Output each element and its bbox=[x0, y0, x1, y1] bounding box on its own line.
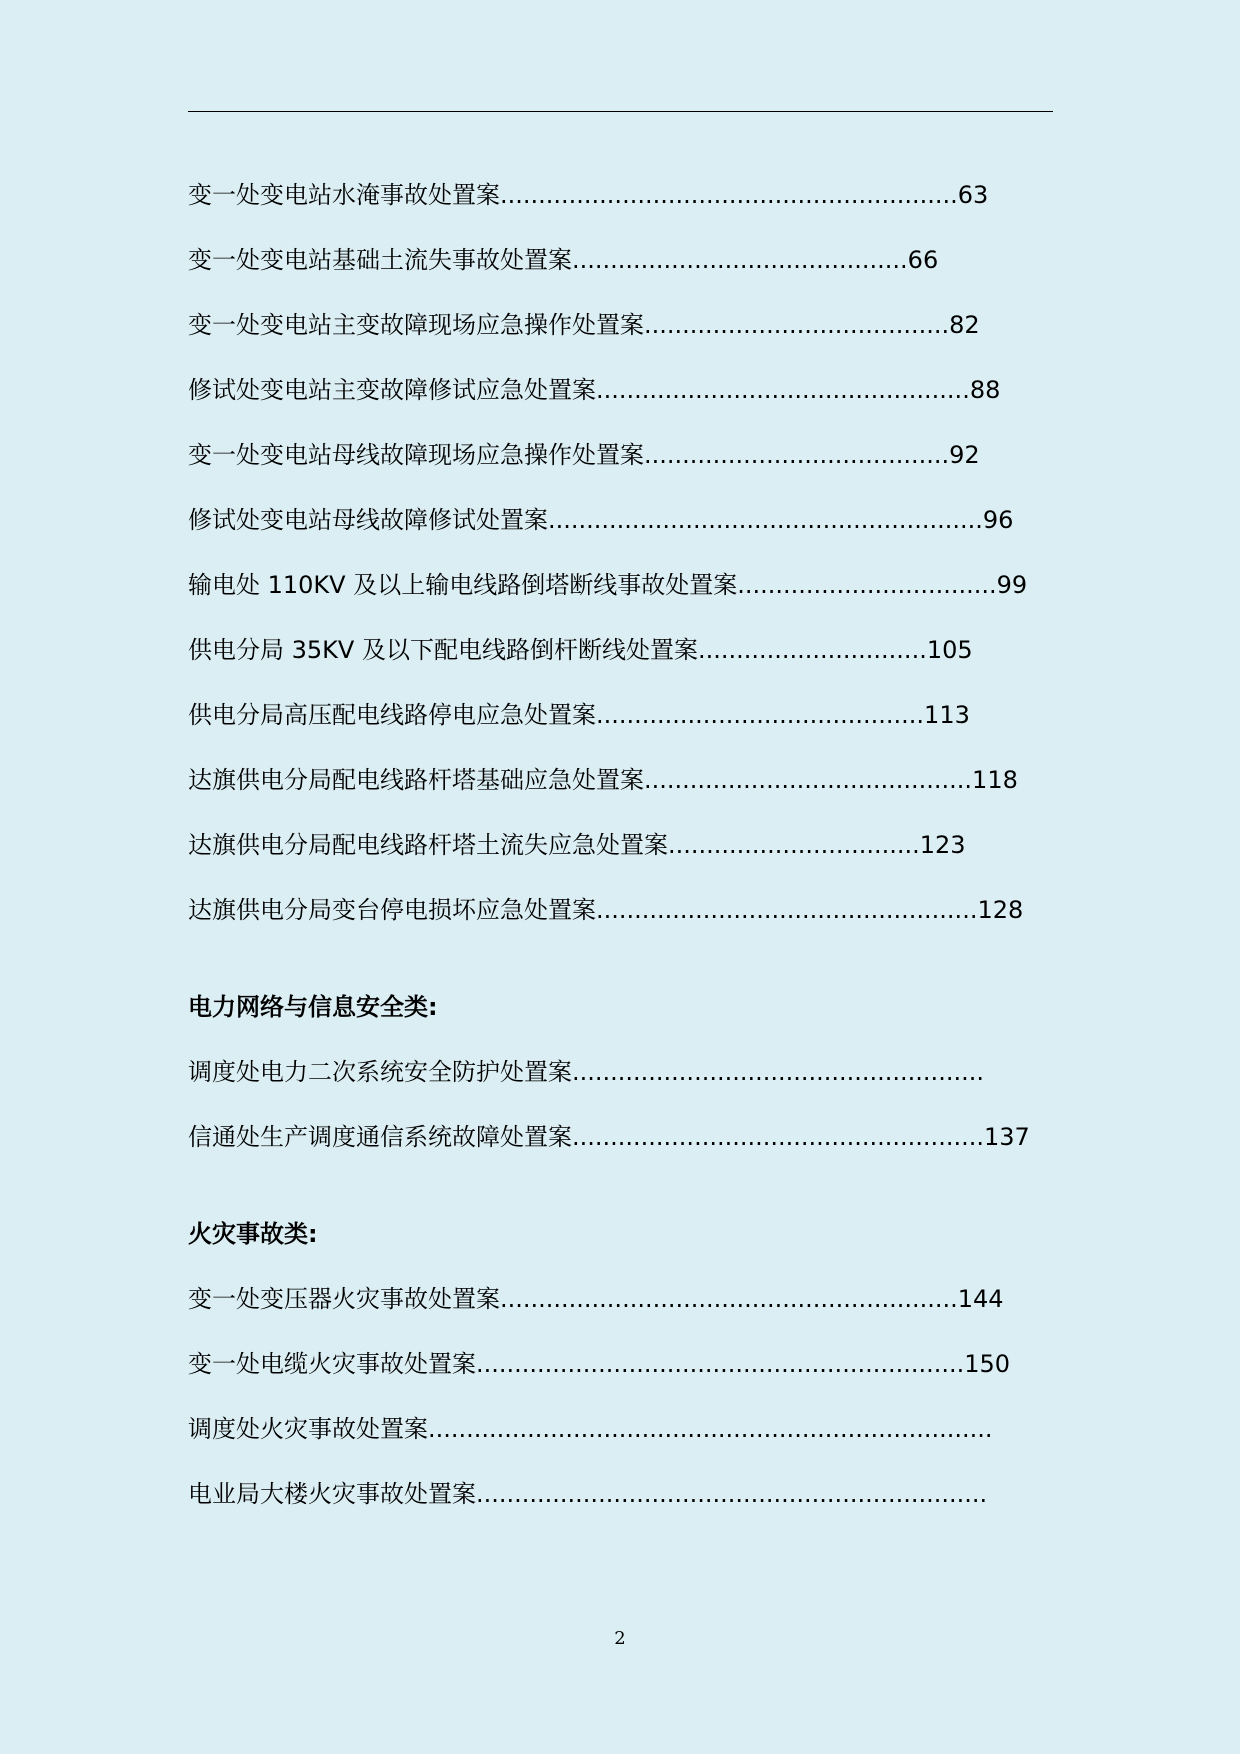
toc-entry-title: 达旗供电分局配电线路杆塔土流失应急处置案 bbox=[188, 831, 668, 859]
toc-entry-page: 128 bbox=[977, 896, 1024, 924]
toc-entry[interactable] bbox=[188, 758, 1053, 823]
toc-entry-leader: ................................................................ bbox=[476, 1350, 965, 1378]
toc-entry-leader: ................................................................... bbox=[476, 1480, 988, 1508]
toc-entry-title: 信通处生产调度通信系统故障处置案 bbox=[188, 1123, 572, 1151]
toc-entry-leader: ........................................... bbox=[596, 701, 925, 729]
toc-entry-leader: ................................. bbox=[668, 831, 920, 859]
toc-entry-leader: ........................................... bbox=[644, 766, 973, 794]
toc-entry-title: 变一处变电站母线故障现场应急操作处置案 bbox=[188, 441, 644, 469]
toc-entry[interactable] bbox=[188, 1115, 1053, 1180]
toc-entry-title: 变一处变压器火灾事故处置案 bbox=[188, 1285, 500, 1313]
toc-entry[interactable] bbox=[188, 368, 1053, 433]
toc-entry[interactable] bbox=[188, 563, 1053, 628]
toc-entry[interactable] bbox=[188, 238, 1053, 303]
toc-entry-leader: ............................................ bbox=[572, 246, 908, 274]
page-number: 2 bbox=[614, 1628, 626, 1649]
toc-entry[interactable] bbox=[188, 303, 1053, 368]
toc-entry-page: 92 bbox=[949, 441, 980, 469]
toc-entry-page: 113 bbox=[924, 701, 970, 729]
toc-entry[interactable] bbox=[188, 888, 1053, 953]
toc-entry-page: 66 bbox=[907, 246, 939, 274]
toc-entry-page: 137 bbox=[983, 1123, 1030, 1151]
toc-entry-page: 118 bbox=[972, 766, 1018, 794]
toc-entry-leader: ............................................................ bbox=[500, 1285, 958, 1313]
section-heading-network-security: 电力网络与信息安全类: bbox=[188, 993, 438, 1021]
toc-entry[interactable] bbox=[188, 498, 1053, 563]
toc-entry[interactable] bbox=[188, 1050, 1053, 1115]
toc-entry-page: 123 bbox=[919, 831, 966, 859]
toc-entry-page: 150 bbox=[964, 1350, 1011, 1378]
toc-entry-page: 96 bbox=[982, 506, 1014, 534]
toc-entry-leader: .............................. bbox=[697, 636, 927, 664]
toc-entry-title: 供电分局 35KV 及以下配电线路倒杆断线处置案 bbox=[188, 636, 698, 664]
toc-entry-leader: .................................................. bbox=[596, 896, 978, 924]
toc-entry-leader: .......................................................................... bbox=[428, 1415, 993, 1443]
toc-entry[interactable] bbox=[188, 693, 1053, 758]
toc-entry-page: 144 bbox=[957, 1285, 1004, 1313]
toc-entry-title: 修试处变电站主变故障修试应急处置案 bbox=[188, 376, 596, 404]
toc-entry-leader: ................................................. bbox=[596, 376, 970, 404]
toc-entry-page: 82 bbox=[949, 311, 980, 339]
toc-entry-title: 变一处变电站基础土流失事故处置案 bbox=[188, 246, 572, 274]
section-heading-fire-accidents: 火灾事故类: bbox=[188, 1220, 318, 1248]
toc-entry-title: 变一处变电站水淹事故处置案 bbox=[188, 181, 500, 209]
toc-entry[interactable] bbox=[188, 628, 1053, 693]
toc-entry-page: 88 bbox=[969, 376, 1001, 404]
toc-entry-title: 修试处变电站母线故障修试处置案 bbox=[188, 506, 548, 534]
toc-entry-title: 调度处火灾事故处置案 bbox=[188, 1415, 428, 1443]
toc-entry-title: 变一处电缆火灾事故处置案 bbox=[188, 1350, 476, 1378]
header-rule bbox=[188, 111, 1053, 112]
toc-entry[interactable] bbox=[188, 1342, 1053, 1407]
toc-entry-leader: .................................. bbox=[737, 571, 997, 599]
toc-entry-title: 调度处电力二次系统安全防护处置案 bbox=[188, 1058, 572, 1086]
toc-entry-leader: ........................................ bbox=[644, 441, 950, 469]
toc-entry[interactable] bbox=[188, 1277, 1053, 1342]
toc-entry[interactable] bbox=[188, 1407, 1053, 1472]
toc-entry-leader: ...................................................... bbox=[572, 1058, 984, 1086]
toc-entry-title: 电业局大楼火灾事故处置案 bbox=[188, 1480, 476, 1508]
toc-entry[interactable] bbox=[188, 1472, 1053, 1537]
toc-entry[interactable] bbox=[188, 173, 1053, 238]
toc-entry[interactable] bbox=[188, 823, 1053, 888]
toc-entry-title: 达旗供电分局变台停电损坏应急处置案 bbox=[188, 896, 596, 924]
toc-entry-title: 输电处 110KV 及以上输电线路倒塔断线事故处置案 bbox=[188, 571, 738, 599]
toc-entry-leader: ...................................................... bbox=[572, 1123, 984, 1151]
toc-entry-title: 变一处变电站主变故障现场应急操作处置案 bbox=[188, 311, 644, 339]
toc-entry-title: 达旗供电分局配电线路杆塔基础应急处置案 bbox=[188, 766, 644, 794]
toc-entry-leader: ......................................................... bbox=[548, 506, 983, 534]
toc-entry-page: 63 bbox=[957, 181, 989, 209]
toc-entry-page: 105 bbox=[926, 636, 973, 664]
toc-entry-title: 供电分局高压配电线路停电应急处置案 bbox=[188, 701, 596, 729]
table-of-contents bbox=[188, 173, 1053, 1537]
toc-entry-page: 99 bbox=[996, 571, 1028, 599]
toc-entry-leader: ............................................................ bbox=[500, 181, 958, 209]
toc-entry-leader: ........................................ bbox=[644, 311, 950, 339]
toc-entry[interactable] bbox=[188, 433, 1053, 498]
